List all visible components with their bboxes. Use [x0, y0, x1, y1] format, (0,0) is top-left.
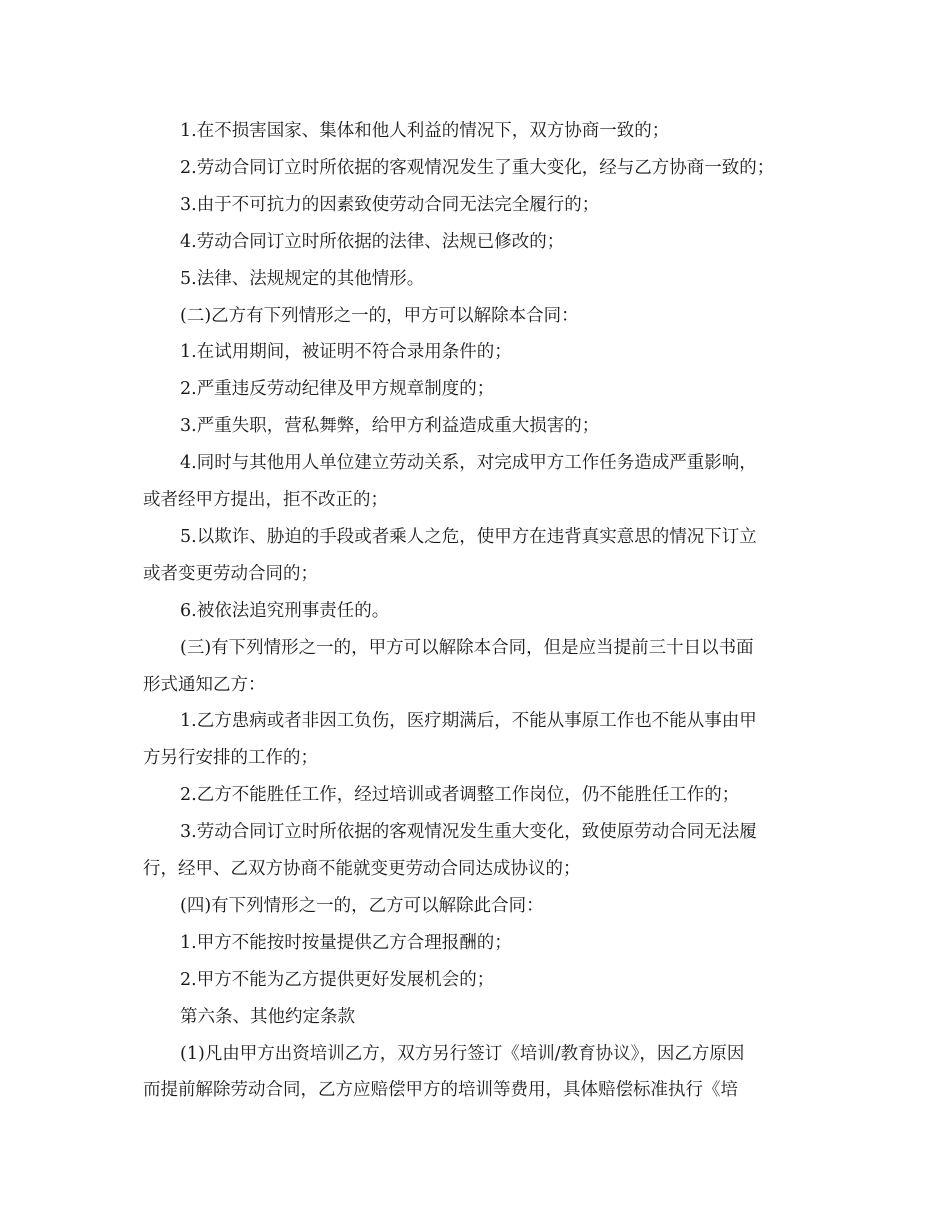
- paragraph-line: 4.同时与其他用人单位建立劳动关系，对完成甲方工作任务造成严重影响，: [180, 453, 757, 474]
- paragraph-continuation-line: 行，经甲、乙双方协商不能就变更劳动合同达成协议的；: [143, 859, 581, 879]
- paragraph-line: 3.劳动合同订立时所依据的客观情况发生重大变化，致使原劳动合同无法履: [180, 822, 757, 843]
- paragraph-continuation-line: 而提前解除劳动合同，乙方应赔偿甲方的培训等费用，具体赔偿标准执行《培: [143, 1080, 738, 1101]
- paragraph-continuation-line: 或者经甲方提出，拒不改正的；: [143, 490, 388, 510]
- paragraph-continuation-line: 形式通知乙方：: [143, 674, 266, 695]
- paragraph-line: 1.乙方患病或者非因工负伤，医疗期满后，不能从事原工作也不能从事由甲: [180, 711, 757, 732]
- paragraph-line: 5.以欺诈、胁迫的手段或者乘人之危，使甲方在违背真实意思的情况下订立: [180, 526, 757, 547]
- paragraph-line: 2.甲方不能为乙方提供更好发展机会的；: [180, 969, 495, 990]
- paragraph-line: 1.在不损害国家、集体和他人利益的情况下，双方协商一致的；: [180, 121, 670, 141]
- paragraph-line: 3.由于不可抗力的因素致使劳动合同无法完全履行的；: [180, 194, 600, 215]
- paragraph-continuation-line: 方另行安排的工作的；: [143, 748, 318, 769]
- paragraph-line: 1.在试用期间，被证明不符合录用条件的；: [180, 342, 512, 363]
- paragraph-line: 6.被依法追究刑事责任的。: [180, 600, 390, 621]
- paragraph-line: 3.严重失职，营私舞弊，给甲方利益造成重大损害的；: [180, 416, 600, 437]
- paragraph-line: 5.法律、法规规定的其他情形。: [180, 268, 425, 289]
- paragraph-line: 4.劳动合同订立时所依据的法律、法规已修改的；: [180, 231, 565, 252]
- paragraph-line: 2.严重违反劳动纪律及甲方规章制度的；: [180, 379, 495, 400]
- paragraph-line: (三)有下列情形之一的，甲方可以解除本合同，但是应当提前三十日以书面: [180, 637, 754, 658]
- paragraph-line: (二)乙方有下列情形之一的，甲方可以解除本合同：: [180, 305, 579, 326]
- paragraph-line: 2.劳动合同订立时所依据的客观情况发生了重大变化，经与乙方协商一致的；: [180, 157, 775, 178]
- paragraph-line: 1.甲方不能按时按量提供乙方合理报酬的；: [180, 932, 512, 953]
- paragraph-line: 第六条、其他约定条款: [180, 1006, 355, 1027]
- paragraph-line: (四)有下列情形之一的，乙方可以解除此合同：: [180, 895, 544, 916]
- paragraph-line: 2.乙方不能胜任工作，经过培训或者调整工作岗位，仍不能胜任工作的；: [180, 785, 740, 806]
- paragraph-line: (1)凡由甲方出资培训乙方，双方另行签订《培训/教育协议》，因乙方原因: [180, 1043, 745, 1064]
- paragraph-continuation-line: 或者变更劳动合同的；: [143, 563, 318, 584]
